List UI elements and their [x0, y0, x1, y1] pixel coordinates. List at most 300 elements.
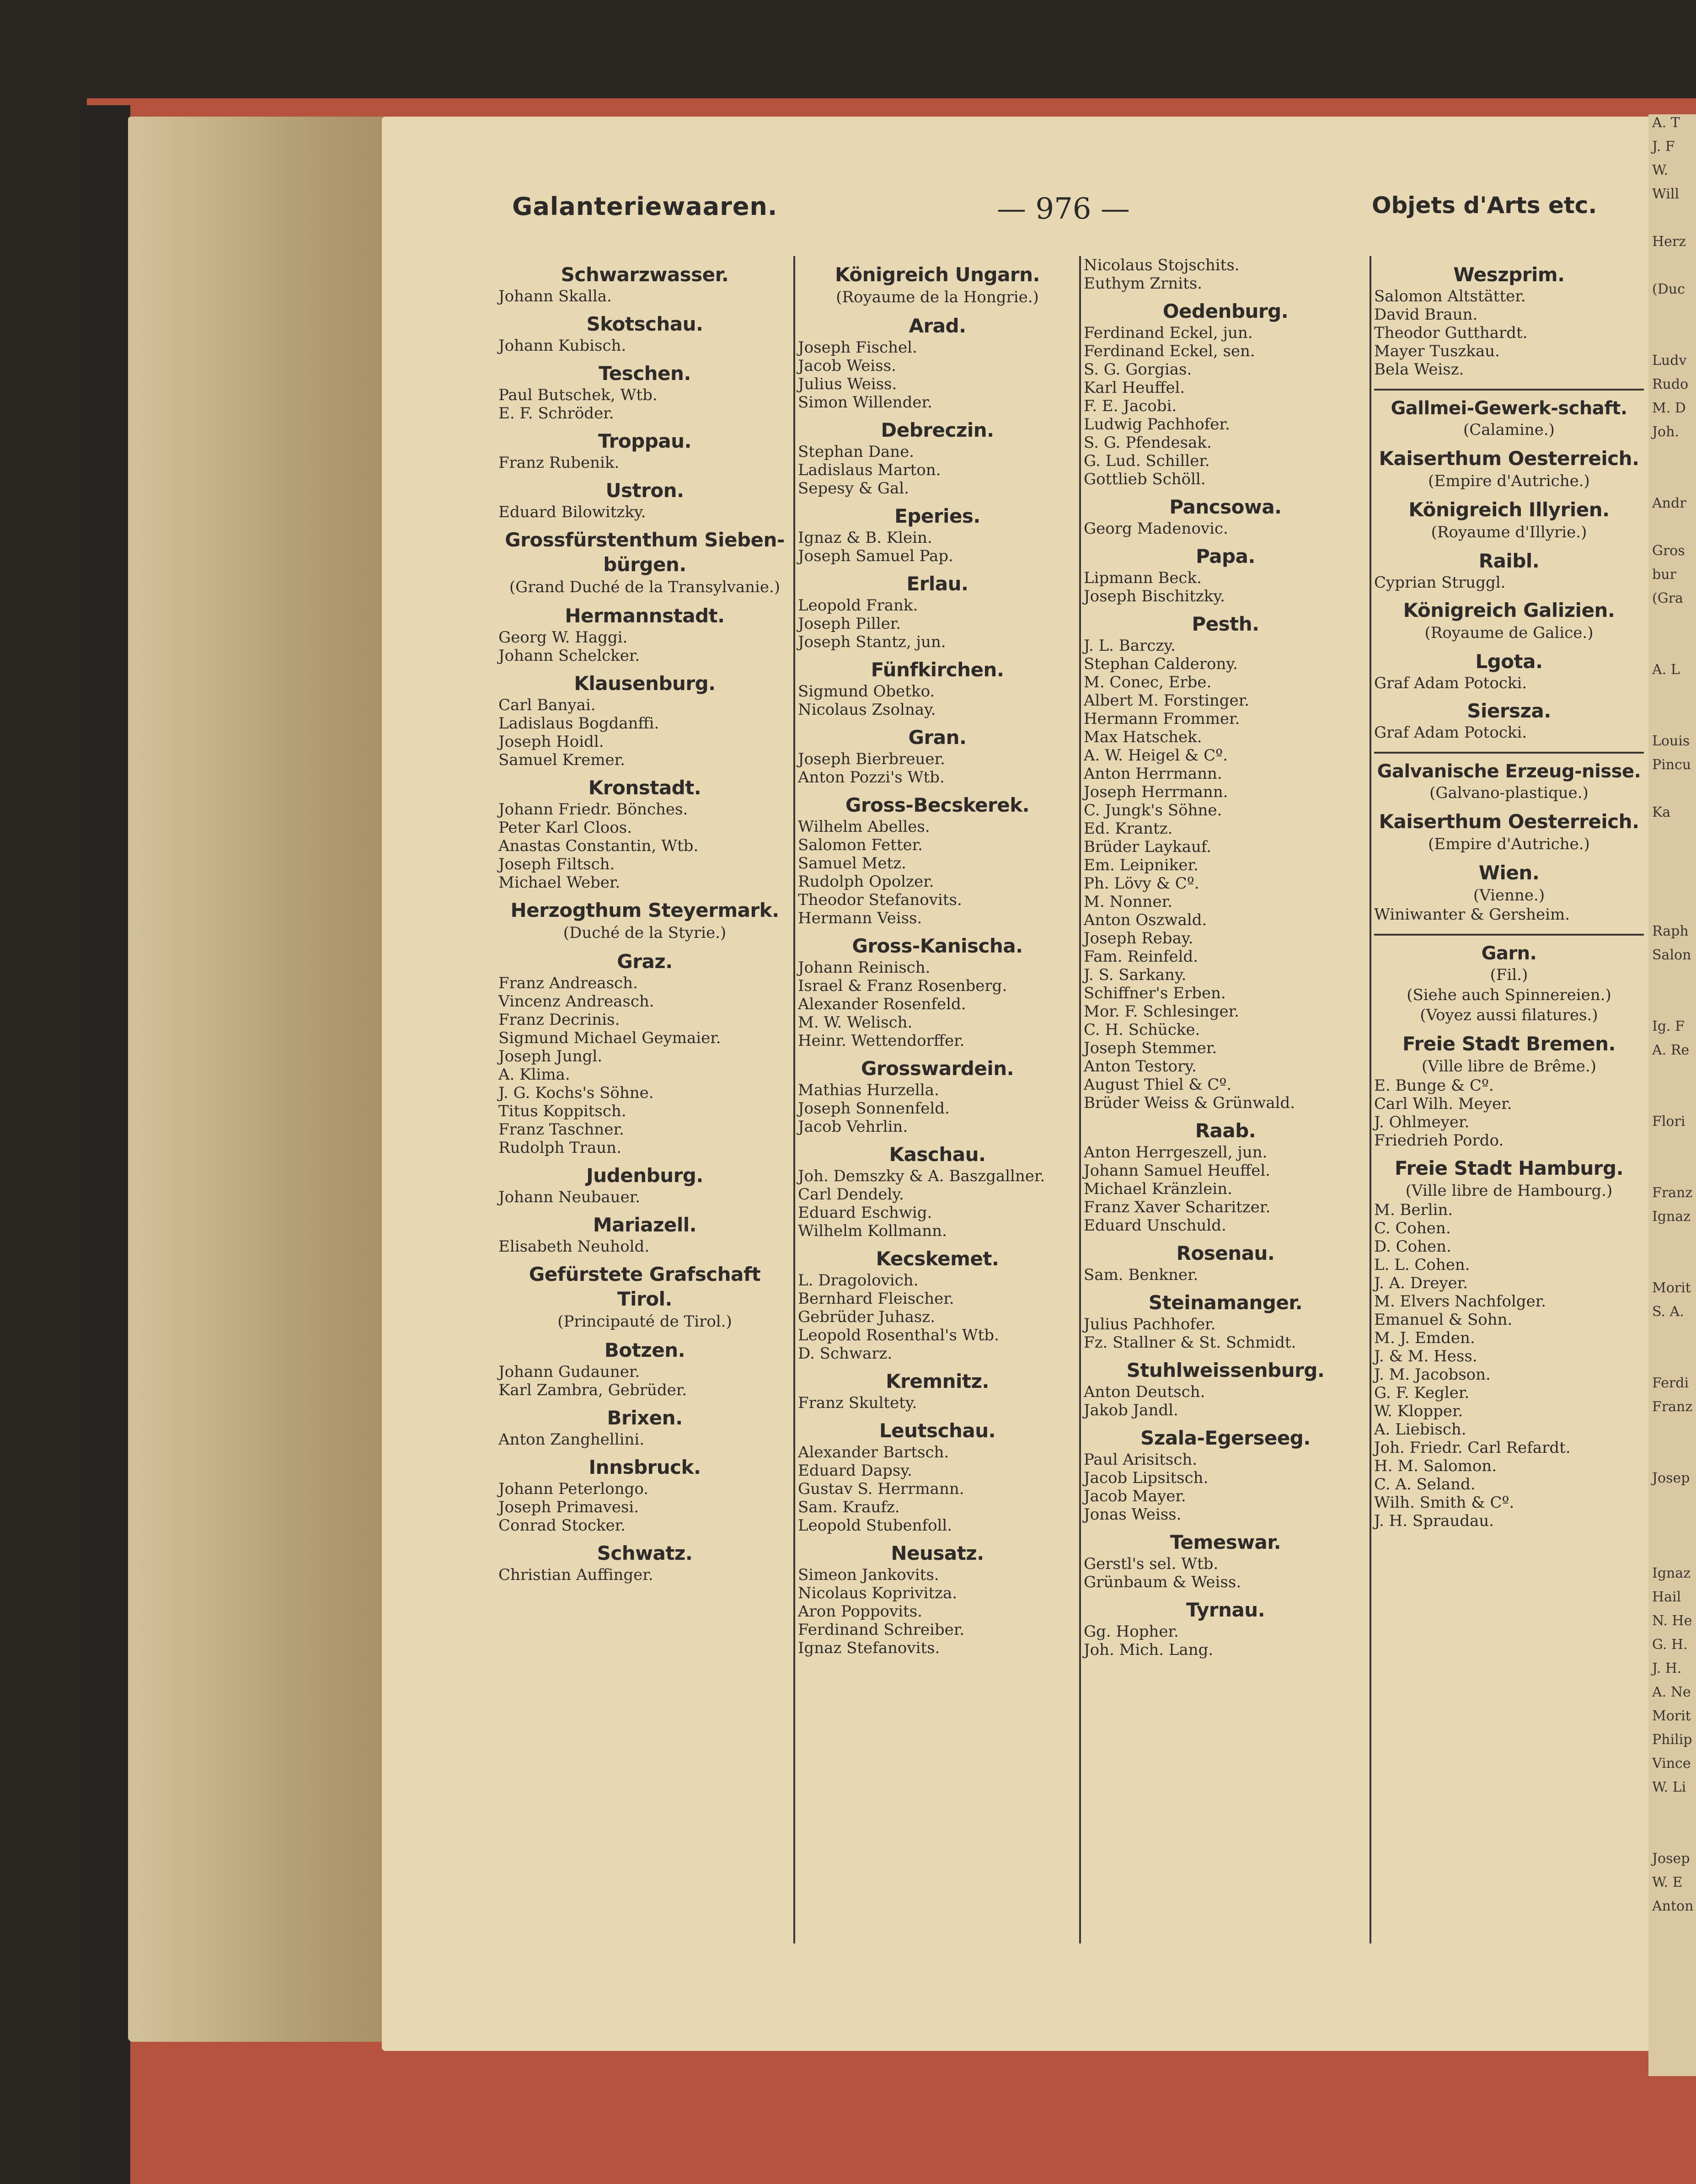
next-page-fragment	[1648, 828, 1696, 851]
list-item: Wilhelm Kollmann.	[798, 1222, 947, 1240]
section-divider	[1374, 752, 1644, 754]
directory-section	[1374, 809, 1644, 854]
directory-section	[798, 1419, 1077, 1535]
list-item: Joseph Rebay.	[1084, 929, 1193, 947]
list-item: Graf Adam Potocki.	[1374, 674, 1527, 692]
next-page-edge	[1648, 114, 1696, 2076]
directory-section	[798, 314, 1077, 412]
next-page-fragment: W. E	[1652, 1874, 1683, 1890]
section-heading: Debreczin.	[881, 419, 994, 441]
section-heading: Troppau.	[598, 430, 691, 452]
next-page-fragment	[1648, 447, 1696, 471]
list-item: Anastas Constantin, Wtb.	[498, 837, 699, 855]
name-list	[498, 1188, 791, 1206]
next-page-fragment	[1648, 899, 1696, 923]
name-list	[1374, 723, 1644, 742]
directory-section	[1374, 262, 1644, 379]
next-page-fragment: Will	[1652, 186, 1680, 202]
section-heading: Freie Stadt Hamburg.	[1394, 1157, 1624, 1179]
list-item: Johann Gudauner.	[498, 1363, 640, 1381]
section-heading: Judenburg.	[586, 1164, 703, 1187]
name-list	[798, 1566, 1077, 1657]
list-item: Theodor Stefanovits.	[798, 891, 962, 909]
running-head-right: Objets d'Arts etc.	[1372, 192, 1597, 219]
next-page-fragment: Raph	[1652, 923, 1689, 939]
list-item: Paul Butschek, Wtb.	[498, 386, 658, 404]
section-subtitle: (Royaume de la Hongrie.)	[836, 288, 1039, 306]
list-item: Gerstl's sel. Wtb.	[1084, 1555, 1219, 1573]
directory-section	[1374, 498, 1644, 542]
list-item: Schiffner's Erben.	[1084, 984, 1226, 1002]
section-subtitle: (Calamine.)	[1463, 421, 1555, 439]
section-subtitle: (Empire d'Autriche.)	[1428, 835, 1590, 853]
directory-section	[498, 671, 791, 769]
list-item: Ludwig Pachhofer.	[1084, 415, 1230, 434]
list-item: Sigmund Michael Geymaier.	[498, 1029, 721, 1047]
list-item: F. E. Jacobi.	[1084, 397, 1177, 415]
next-page-fragment: A. Ne	[1652, 1684, 1691, 1700]
list-item: Karl Zambra, Gebrüder.	[498, 1381, 687, 1399]
section-heading: Steinamanger.	[1148, 1291, 1303, 1314]
section-subtitle: (Ville libre de Brême.)	[1422, 1057, 1596, 1076]
list-item: Em. Leipniker.	[1084, 856, 1198, 874]
next-page-fragment	[1648, 1826, 1696, 1850]
list-item: Ignaz & B. Klein.	[798, 529, 932, 547]
list-item: Joseph Hoidl.	[498, 733, 604, 751]
directory-section	[1374, 389, 1644, 440]
directory-section	[1374, 549, 1644, 592]
section-heading: Raab.	[1195, 1119, 1256, 1142]
section-divider	[1374, 389, 1644, 391]
next-page-fragment: J. F	[1652, 139, 1675, 155]
name-list	[1084, 1266, 1367, 1284]
next-page-fragment: Ka	[1652, 804, 1671, 820]
next-page-fragment: (Duc	[1652, 281, 1685, 297]
list-item: Conrad Stocker.	[498, 1516, 626, 1535]
list-item: J. M. Jacobson.	[1374, 1365, 1491, 1384]
directory-section	[1374, 649, 1644, 692]
list-item: W. Klopper.	[1374, 1402, 1463, 1420]
list-item: D. Schwarz.	[798, 1344, 893, 1363]
directory-section	[1084, 256, 1367, 293]
list-item: Jacob Mayer.	[1084, 1487, 1186, 1505]
section-heading: Pancsowa.	[1169, 496, 1282, 518]
name-list	[798, 750, 1077, 787]
section-subtitle: (Principauté de Tirol.)	[557, 1312, 732, 1331]
column-rule	[793, 256, 795, 1943]
next-page-fragment: S. A.	[1652, 1304, 1684, 1320]
list-item: Joseph Herrmann.	[1084, 783, 1228, 801]
next-page-fragment	[1648, 851, 1696, 875]
directory-section	[1374, 446, 1644, 491]
name-list	[498, 386, 791, 423]
name-list	[498, 454, 791, 472]
section-heading: Garn.	[1481, 943, 1537, 964]
next-page-fragment: Anton	[1652, 1898, 1694, 1914]
list-item: Jacob Weiss.	[798, 357, 896, 375]
list-item: C. H. Schücke.	[1084, 1021, 1200, 1039]
directory-section	[798, 1056, 1077, 1136]
name-list	[498, 800, 791, 892]
list-item: Alexander Bartsch.	[798, 1443, 949, 1461]
column-3	[1084, 256, 1367, 1659]
next-page-fragment: G. H.	[1652, 1637, 1688, 1653]
list-item: J. & M. Hess.	[1374, 1347, 1477, 1365]
next-page-fragment	[1648, 209, 1696, 233]
list-item: Grünbaum & Weiss.	[1084, 1573, 1241, 1591]
next-page-fragment	[1648, 328, 1696, 352]
next-page-fragment	[1648, 1493, 1696, 1517]
list-item: A. W. Heigel & Cº.	[1084, 746, 1228, 765]
list-item: Michael Kränzlein.	[1084, 1180, 1233, 1198]
running-head-left: Galanteriewaaren.	[512, 192, 778, 221]
name-list	[798, 596, 1077, 651]
next-page-fragment	[1648, 1161, 1696, 1184]
column-rule	[1079, 256, 1081, 1943]
next-page-fragment	[1648, 305, 1696, 328]
directory-section	[498, 262, 791, 305]
name-list	[498, 696, 791, 769]
next-page-fragment: Vince	[1652, 1756, 1691, 1772]
list-item: Jacob Lipsitsch.	[1084, 1469, 1209, 1487]
section-subtitle: (Royaume de Galice.)	[1424, 624, 1594, 642]
name-list	[798, 529, 1077, 565]
list-item: Ladislaus Marton.	[798, 461, 941, 479]
next-page-fragment	[1648, 970, 1696, 994]
directory-section	[498, 1163, 791, 1206]
section-heading: Grossfürstenthum Sieben-bürgen.	[505, 529, 785, 576]
list-item: Joseph Bischitzky.	[1084, 587, 1225, 605]
section-heading: Hermannstadt.	[565, 605, 725, 627]
list-item: L. Dragolovich.	[798, 1271, 919, 1290]
section-subtitle: (Galvano-plastique.)	[1429, 784, 1589, 802]
section-heading: Brixen.	[607, 1407, 683, 1429]
directory-section	[798, 1369, 1077, 1412]
list-item: Eduard Unschuld.	[1084, 1216, 1226, 1235]
list-item: Albert M. Forstinger.	[1084, 691, 1250, 710]
list-item: C. Jungk's Söhne.	[1084, 801, 1222, 819]
list-item: Joseph Piller.	[798, 615, 901, 633]
list-item: H. M. Salomon.	[1374, 1457, 1497, 1475]
name-list	[498, 1363, 791, 1399]
column-rule	[1370, 256, 1371, 1943]
list-item: M. Elvers Nachfolger.	[1374, 1292, 1546, 1311]
list-item: Hermann Veiss.	[798, 909, 922, 927]
list-item: Israel & Franz Rosenberg.	[798, 977, 1007, 995]
next-page-fragment: Franz	[1652, 1185, 1693, 1201]
list-item: Elisabeth Neuhold.	[498, 1237, 650, 1256]
list-item: Joh. Friedr. Carl Refardt.	[1374, 1439, 1571, 1457]
list-item: Fz. Stallner & St. Schmidt.	[1084, 1333, 1296, 1352]
section-heading: Neusatz.	[891, 1542, 984, 1564]
directory-section	[798, 1541, 1077, 1657]
next-page-fragment	[1648, 875, 1696, 899]
list-item: A. Liebisch.	[1374, 1420, 1466, 1439]
name-list	[1084, 637, 1367, 1112]
list-item: Gottlieb Schöll.	[1084, 470, 1206, 488]
list-item: Samuel Metz.	[798, 854, 906, 873]
next-page-fragment: W.	[1652, 162, 1669, 178]
list-item: Gg. Hopher.	[1084, 1622, 1179, 1641]
list-item: J. A. Dreyer.	[1374, 1274, 1468, 1292]
list-item: David Braun.	[1374, 305, 1478, 324]
directory-section	[1084, 1358, 1367, 1419]
list-item: Anton Testory.	[1084, 1057, 1197, 1076]
next-page-fragment: Franz	[1652, 1399, 1693, 1415]
list-item: Nicolaus Koprivitza.	[798, 1584, 958, 1602]
section-heading: Rosenau.	[1176, 1242, 1275, 1264]
section-heading: Pesth.	[1192, 613, 1259, 635]
name-list	[498, 628, 791, 665]
next-page-fragment: Ignaz	[1652, 1209, 1691, 1225]
directory-section	[1084, 1598, 1367, 1659]
list-item: C. Cohen.	[1374, 1219, 1451, 1237]
list-item: Georg Madenovic.	[1084, 519, 1228, 538]
section-heading: Kremnitz.	[886, 1370, 989, 1392]
section-heading: Tyrnau.	[1186, 1599, 1265, 1621]
name-list	[798, 1081, 1077, 1136]
next-page-fragment: Ferdi	[1652, 1375, 1689, 1391]
name-list	[1084, 1622, 1367, 1659]
list-item: Sam. Benkner.	[1084, 1266, 1198, 1284]
section-heading: Herzogthum Steyermark.	[510, 899, 779, 921]
directory-section	[1374, 598, 1644, 643]
next-page-fragment	[1648, 1446, 1696, 1470]
column-1	[498, 256, 791, 1584]
list-item: Brüder Weiss & Grünwald.	[1084, 1094, 1295, 1112]
section-heading: Kaschau.	[889, 1143, 986, 1166]
next-page-fragment: N. He	[1652, 1613, 1692, 1629]
list-item: Franz Andreasch.	[498, 974, 638, 992]
name-list	[1084, 256, 1367, 293]
directory-section	[1374, 752, 1644, 803]
name-list	[1374, 674, 1644, 692]
section-heading: Botzen.	[604, 1339, 685, 1361]
next-page-fragment: Morit	[1652, 1280, 1691, 1296]
next-page-fragment: Salon	[1652, 947, 1691, 963]
list-item: Winiwanter & Gersheim.	[1374, 905, 1570, 924]
name-list	[1084, 569, 1367, 605]
directory-section	[798, 1142, 1077, 1240]
directory-section	[498, 1406, 791, 1449]
list-item: Jonas Weiss.	[1084, 1505, 1182, 1524]
next-page-fragment: A. L	[1652, 662, 1680, 678]
list-item: Joh. Mich. Lang.	[1084, 1641, 1214, 1659]
list-item: Cyprian Struggl.	[1374, 573, 1506, 592]
name-list	[498, 287, 791, 305]
directory-section	[1374, 699, 1644, 742]
list-item: Wilh. Smith & Cº.	[1374, 1493, 1514, 1512]
next-page-fragment	[1648, 780, 1696, 804]
list-item: Mayer Tuszkau.	[1374, 342, 1500, 360]
name-list	[798, 1167, 1077, 1240]
section-heading: Arad.	[909, 315, 966, 337]
list-item: M. J. Emden.	[1374, 1329, 1475, 1347]
list-item: E. F. Schröder.	[498, 404, 614, 423]
section-heading: Oedenburg.	[1162, 300, 1289, 322]
list-item: Anton Zanghellini.	[498, 1430, 645, 1449]
section-heading: Fünfkirchen.	[871, 658, 1004, 681]
list-item: Nicolaus Zsolnay.	[798, 701, 936, 719]
next-page-fragment: Herz	[1652, 234, 1686, 250]
next-page-fragment	[1648, 1137, 1696, 1161]
directory-section	[498, 478, 791, 521]
list-item: Sigmund Obetko.	[798, 682, 935, 701]
list-item: Hermann Frommer.	[1084, 710, 1240, 728]
section-heading: Eperies.	[894, 505, 980, 527]
next-page-fragment: Louis	[1652, 733, 1690, 749]
name-list	[1084, 324, 1367, 488]
section-heading: Mariazell.	[593, 1214, 697, 1236]
column-4	[1374, 256, 1644, 1530]
list-item: J. H. Spraudau.	[1374, 1512, 1494, 1530]
list-item: Fam. Reinfeld.	[1084, 947, 1198, 966]
list-item: Stephan Calderony.	[1084, 655, 1238, 673]
list-item: Ph. Lövy & Cº.	[1084, 874, 1199, 893]
directory-section	[498, 312, 791, 355]
next-page-fragment: Ignaz	[1652, 1565, 1691, 1581]
next-page-fragment	[1648, 1351, 1696, 1375]
directory-section	[798, 262, 1077, 307]
next-page-fragment: A. Re	[1652, 1042, 1690, 1058]
section-heading: Freie Stadt Bremen.	[1402, 1033, 1616, 1055]
directory-section	[498, 604, 791, 665]
directory-section	[1084, 1530, 1367, 1591]
name-list	[498, 337, 791, 355]
list-item: C. A. Seland.	[1374, 1475, 1476, 1493]
section-subtitle: (Fil.)	[1490, 966, 1528, 984]
section-heading: Raibl.	[1478, 550, 1540, 572]
next-page-fragment	[1648, 1422, 1696, 1446]
name-list	[798, 1271, 1077, 1363]
name-list	[1084, 1315, 1367, 1352]
list-item: M. W. Welisch.	[798, 1013, 913, 1032]
section-subtitle: (Empire d'Autriche.)	[1428, 472, 1590, 490]
list-item: Joseph Stemmer.	[1084, 1039, 1217, 1057]
list-item: Vincenz Andreasch.	[498, 992, 654, 1011]
section-heading: Lgota.	[1475, 650, 1543, 673]
next-page-fragment: Ig. F	[1652, 1018, 1685, 1034]
list-item: Joseph Bierbreuer.	[798, 750, 945, 768]
name-list	[1374, 1201, 1644, 1530]
next-page-fragment	[1648, 1232, 1696, 1256]
next-page-fragment: A. T	[1652, 115, 1680, 131]
next-page-fragment: W. Li	[1652, 1779, 1686, 1795]
list-item: Eduard Eschwig.	[798, 1204, 932, 1222]
section-divider	[1374, 934, 1644, 936]
column-2	[798, 256, 1077, 1657]
section-subtitle: (Grand Duché de la Transylvanie.)	[509, 578, 781, 596]
list-item: Mathias Hurzella.	[798, 1081, 939, 1099]
name-list	[498, 1430, 791, 1449]
directory-section	[498, 1262, 791, 1332]
section-heading: Grosswardein.	[861, 1057, 1014, 1080]
list-item: Friedrieh Pordo.	[1374, 1131, 1504, 1150]
next-page-fragment	[1648, 1089, 1696, 1113]
directory-section	[498, 1541, 791, 1584]
list-item: Lipmann Beck.	[1084, 569, 1202, 587]
next-page-fragment: Josep	[1652, 1851, 1690, 1867]
directory-section	[1084, 544, 1367, 605]
name-list	[1374, 905, 1644, 924]
section-heading: Papa.	[1196, 545, 1255, 567]
section-heading: Klausenburg.	[574, 672, 716, 695]
list-item: Franz Xaver Scharitzer.	[1084, 1198, 1271, 1216]
list-item: Ladislaus Bogdanffi.	[498, 714, 659, 733]
next-page-fragment	[1648, 637, 1696, 661]
list-item: Anton Herrmann.	[1084, 765, 1222, 783]
list-item: Joseph Samuel Pap.	[798, 547, 953, 565]
list-item: Franz Taschner.	[498, 1120, 624, 1139]
list-item: E. Bunge & Cº.	[1374, 1076, 1494, 1095]
page-number: — 976 —	[997, 192, 1130, 226]
next-page-fragment	[1648, 685, 1696, 709]
list-item: Salomon Altstätter.	[1374, 287, 1526, 305]
list-item: Gustav S. Herrmann.	[798, 1480, 964, 1498]
section-subtitle: (Duché de la Styrie.)	[563, 924, 727, 942]
directory-section	[1084, 299, 1367, 488]
directory-section	[798, 1247, 1077, 1363]
list-item: August Thiel & Cº.	[1084, 1076, 1232, 1094]
list-item: J. S. Sarkany.	[1084, 966, 1187, 984]
name-list	[498, 1237, 791, 1256]
list-item: Johann Friedr. Bönches.	[498, 800, 688, 819]
section-heading: Kronstadt.	[588, 776, 701, 799]
list-item: Johann Reinisch.	[798, 958, 931, 977]
name-list	[798, 958, 1077, 1050]
section-heading: Innsbruck.	[589, 1456, 701, 1478]
name-list	[498, 974, 791, 1157]
next-page-fragment: Gros	[1652, 543, 1685, 559]
name-list	[1084, 1555, 1367, 1591]
directory-section	[798, 793, 1077, 927]
list-item: Anton Herrgeszell, jun.	[1084, 1143, 1268, 1162]
list-item: Ignaz Stefanovits.	[798, 1639, 940, 1657]
list-item: M. Conec, Erbe.	[1084, 673, 1212, 691]
name-list	[1374, 287, 1644, 379]
list-item: Johann Skalla.	[498, 287, 612, 305]
list-item: Ferdinand Schreiber.	[798, 1621, 965, 1639]
directory-section	[498, 1455, 791, 1535]
list-item: Sepesy & Gal.	[798, 479, 909, 498]
directory-section	[498, 1213, 791, 1256]
list-item: Theodor Gutthardt.	[1374, 324, 1528, 342]
next-page-fragment	[1648, 1517, 1696, 1541]
list-item: L. L. Cohen.	[1374, 1256, 1470, 1274]
section-heading: Kaiserthum Oesterreich.	[1379, 810, 1639, 833]
section-heading: Gefürstete Grafschaft Tirol.	[529, 1263, 761, 1310]
section-heading: Schwarzwasser.	[561, 263, 729, 286]
list-item: Julius Pachhofer.	[1084, 1315, 1216, 1333]
list-item: S. G. Gorgias.	[1084, 360, 1192, 379]
next-page-fragment	[1648, 519, 1696, 542]
next-page-fragment: Josep	[1652, 1470, 1690, 1486]
list-item: Simon Willender.	[798, 393, 932, 412]
list-item: Jakob Jandl.	[1084, 1401, 1178, 1419]
list-item: Ed. Krantz.	[1084, 819, 1173, 838]
directory-section	[798, 504, 1077, 565]
list-item: Johann Samuel Heuffel.	[1084, 1162, 1270, 1180]
section-heading: Kecskemet.	[876, 1247, 999, 1270]
list-item: Graf Adam Potocki.	[1374, 723, 1527, 742]
section-subtitle: (Royaume d'Illyrie.)	[1431, 523, 1587, 541]
next-page-fragment: bur	[1652, 567, 1676, 583]
list-item: Simeon Jankovits.	[798, 1566, 939, 1584]
next-page-fragment: Hail	[1652, 1589, 1681, 1605]
list-item: Johann Kubisch.	[498, 337, 626, 355]
directory-section	[1084, 1241, 1367, 1284]
list-item: M. Berlin.	[1374, 1201, 1453, 1219]
